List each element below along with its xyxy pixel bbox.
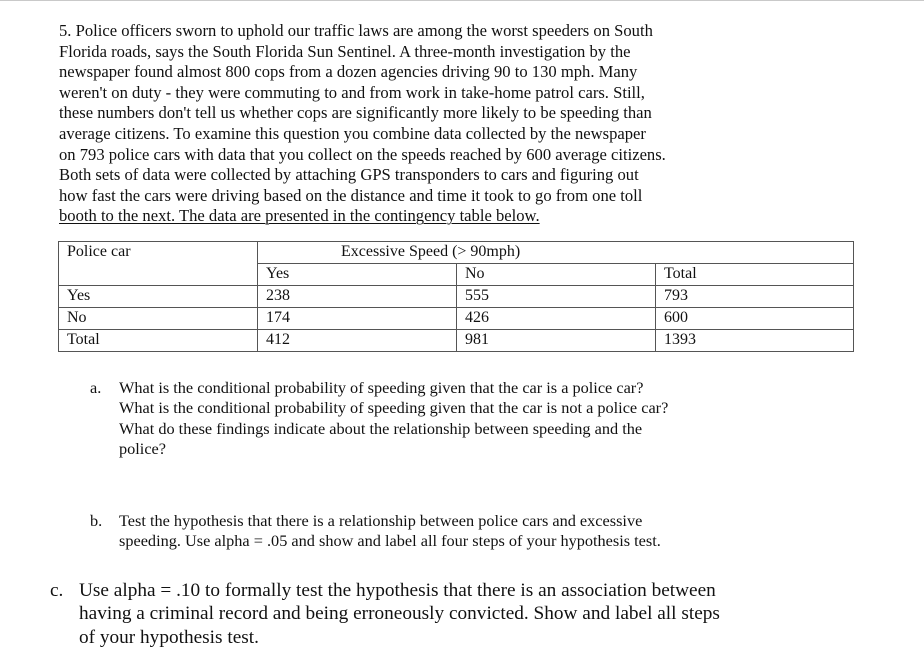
problem-line: on 793 police cars with data that you collect on the speeds reached by 600 average citizens. [59, 144, 666, 164]
table-title-row [59, 242, 854, 264]
row-label: Yes [59, 286, 258, 308]
table-cell: 412 [258, 330, 457, 352]
problem-line: newspaper found almost 800 cops from a dozen agencies driving 90 to 130 mph. Many [59, 62, 638, 82]
column-header: Yes [258, 264, 457, 286]
corner-cell [59, 264, 258, 286]
problem-line: Florida roads, says the South Florida Sun Sentinel. A three-month investigation by the [59, 41, 631, 61]
question-line: police? [119, 439, 167, 459]
problem-line: 5. Police officers sworn to uphold our traffic laws are among the worst speeders on South [59, 21, 653, 40]
question-label: a. [90, 378, 102, 397]
row-header-title: Police car [59, 242, 258, 264]
question-text [119, 511, 859, 552]
problem-line: booth to the next. The data are presented in the contingency table below. [59, 206, 540, 226]
question-text [119, 378, 859, 460]
problem-line: how fast the cars were driving based on the distance and time it took to go from one toll [59, 185, 643, 205]
table-cell: 600 [656, 308, 854, 330]
table-header-row [59, 264, 854, 286]
row-label: Total [59, 330, 258, 352]
question-line: having a criminal record and being erroneously convicted. Show and label all steps [79, 603, 720, 625]
problem-line: Both sets of data were collected by attaching GPS transponders to cars and figuring out [59, 165, 639, 185]
question-line: Use alpha = .10 to formally test the hypothesis that there is an association between [79, 580, 716, 601]
table-row [59, 308, 854, 330]
problem-line: these numbers don't tell us whether cops are significantly more likely to be speeding than [59, 103, 652, 123]
column-header: Total [656, 264, 854, 286]
question-line: Test the hypothesis that there is a relationship between police cars and excessive [119, 511, 643, 530]
question-line: What is the conditional probability of speeding given that the car is a police car? [119, 378, 644, 397]
question-line: What is the conditional probability of speeding given that the car is not a police car? [119, 398, 669, 418]
contingency-table [58, 241, 854, 352]
column-header: No [457, 264, 656, 286]
table-row [59, 286, 854, 308]
top-divider [0, 0, 924, 1]
table-cell: 555 [457, 286, 656, 308]
question-label: b. [90, 511, 103, 530]
row-label: No [59, 308, 258, 330]
table-row [59, 330, 854, 352]
problem-statement [59, 21, 859, 227]
table-cell: 238 [258, 286, 457, 308]
table-cell: 174 [258, 308, 457, 330]
table-cell: 1393 [656, 330, 854, 352]
problem-line: average citizens. To examine this question you combine data collected by the newspaper [59, 123, 646, 143]
problem-line: weren't on duty - they were commuting to and from work in take-home patrol cars. Still, [59, 82, 645, 102]
column-group-title: Excessive Speed (> 90mph) [258, 242, 854, 264]
question-line: What do these findings indicate about the relationship between speeding and the [119, 418, 643, 438]
table-cell: 981 [457, 330, 656, 352]
table-cell: 793 [656, 286, 854, 308]
question-text [79, 579, 899, 649]
question-line: of your hypothesis test. [79, 626, 259, 648]
question-label: c. [50, 580, 64, 601]
table-cell: 426 [457, 308, 656, 330]
question-line: speeding. Use alpha = .05 and show and label all four steps of your hypothesis test. [119, 531, 661, 551]
